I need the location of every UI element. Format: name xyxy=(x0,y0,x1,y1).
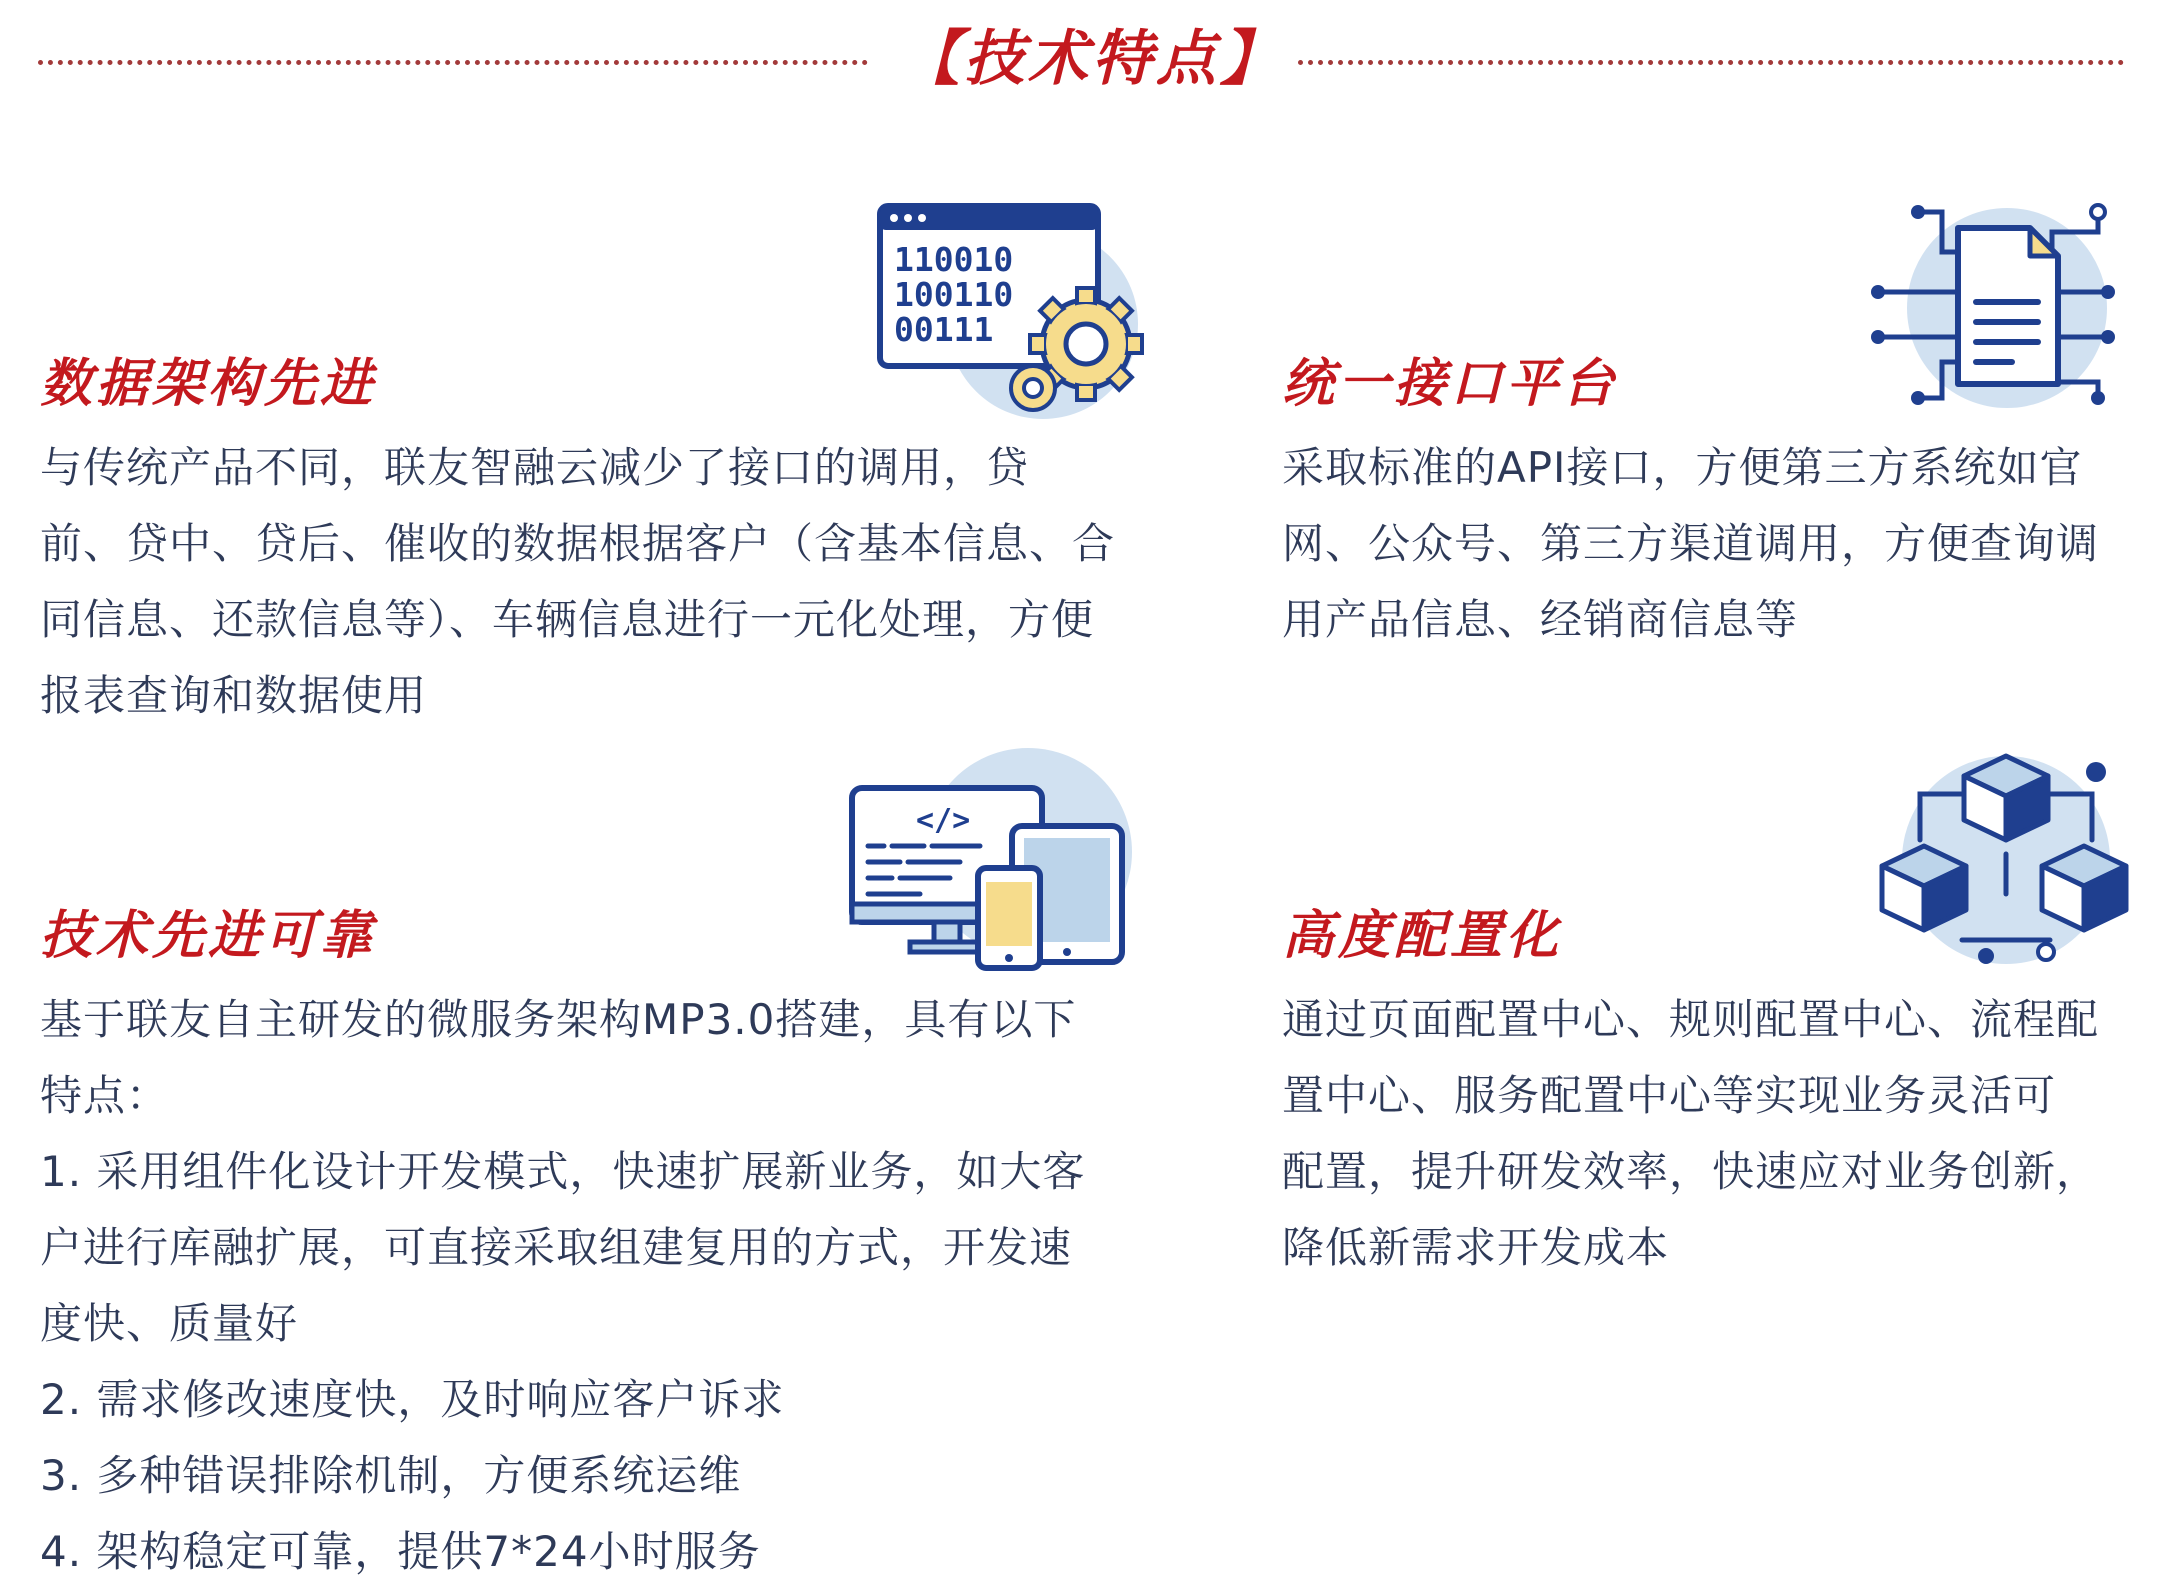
body-line: 同信息、还款信息等）、车辆信息进行一元化处理，方便 xyxy=(40,595,1095,644)
body-line: 特点： xyxy=(40,1071,170,1120)
section-body xyxy=(1282,430,2099,658)
section-body xyxy=(1282,982,2099,1286)
body-line: 报表查询和数据使用 xyxy=(40,671,428,720)
body-line: 用产品信息、经销商信息等 xyxy=(1282,595,1799,644)
binary-row-2: 100110 xyxy=(894,275,1014,314)
page-header xyxy=(0,14,2162,104)
body-line: 降低新需求开发成本 xyxy=(1282,1223,1670,1272)
document-network-icon xyxy=(1862,192,2132,422)
body-line: 网、公众号、第三方渠道调用，方便查询调 xyxy=(1282,519,2100,568)
section-title: 技术先进可靠 xyxy=(40,906,377,966)
section-title: 高度配置化 xyxy=(1282,906,1563,966)
multi-device-code-icon xyxy=(840,744,1150,974)
body-line: 采取标准的API接口，方便第三方系统如官 xyxy=(1282,443,2083,492)
body-line: 1. 采用组件化设计开发模式，快速扩展新业务，如大客 xyxy=(40,1147,1086,1196)
body-line: 3. 多种错误排除机制，方便系统运维 xyxy=(40,1451,742,1500)
body-line: 度快、质量好 xyxy=(40,1299,299,1348)
body-line: 置中心、服务配置中心等实现业务灵活可 xyxy=(1282,1071,2057,1120)
section-tech-reliable xyxy=(40,744,1140,1584)
body-line: 配置，提升研发效率，快速应对业务创新， xyxy=(1282,1147,2100,1196)
section-title: 统一接口平台 xyxy=(1282,354,1619,414)
section-data-architecture xyxy=(40,192,1120,732)
code-symbol-text: </> xyxy=(916,803,971,838)
section-body xyxy=(40,430,1115,734)
section-highly-configurable xyxy=(1282,744,2142,1304)
body-line: 前、贷中、贷后、催收的数据根据客户（含基本信息、合 xyxy=(40,519,1116,568)
body-line: 户进行库融扩展，可直接采取组建复用的方式，开发速 xyxy=(40,1223,1073,1272)
section-title: 数据架构先进 xyxy=(40,354,377,414)
binary-row-1: 110010 xyxy=(894,240,1014,279)
section-body xyxy=(40,982,1085,1590)
header-title: 【技术特点】 xyxy=(900,24,1284,94)
body-line: 2. 需求修改速度快，及时响应客户诉求 xyxy=(40,1375,785,1424)
header-dotted-rule-right xyxy=(1298,60,2124,65)
binary-row-3: 00111 xyxy=(894,310,994,349)
header-dotted-rule-left xyxy=(38,60,868,65)
section-unified-api xyxy=(1282,192,2142,652)
connected-cubes-icon xyxy=(1866,744,2136,974)
binary-gear-icon xyxy=(828,192,1158,422)
body-line: 与传统产品不同，联友智融云减少了接口的调用，贷 xyxy=(40,443,1030,492)
body-line: 通过页面配置中心、规则配置中心、流程配 xyxy=(1282,995,2100,1044)
body-line: 基于联友自主研发的微服务架构MP3.0搭建，具有以下 xyxy=(40,995,1077,1044)
body-line: 4. 架构稳定可靠，提供7*24小时服务 xyxy=(40,1527,761,1576)
